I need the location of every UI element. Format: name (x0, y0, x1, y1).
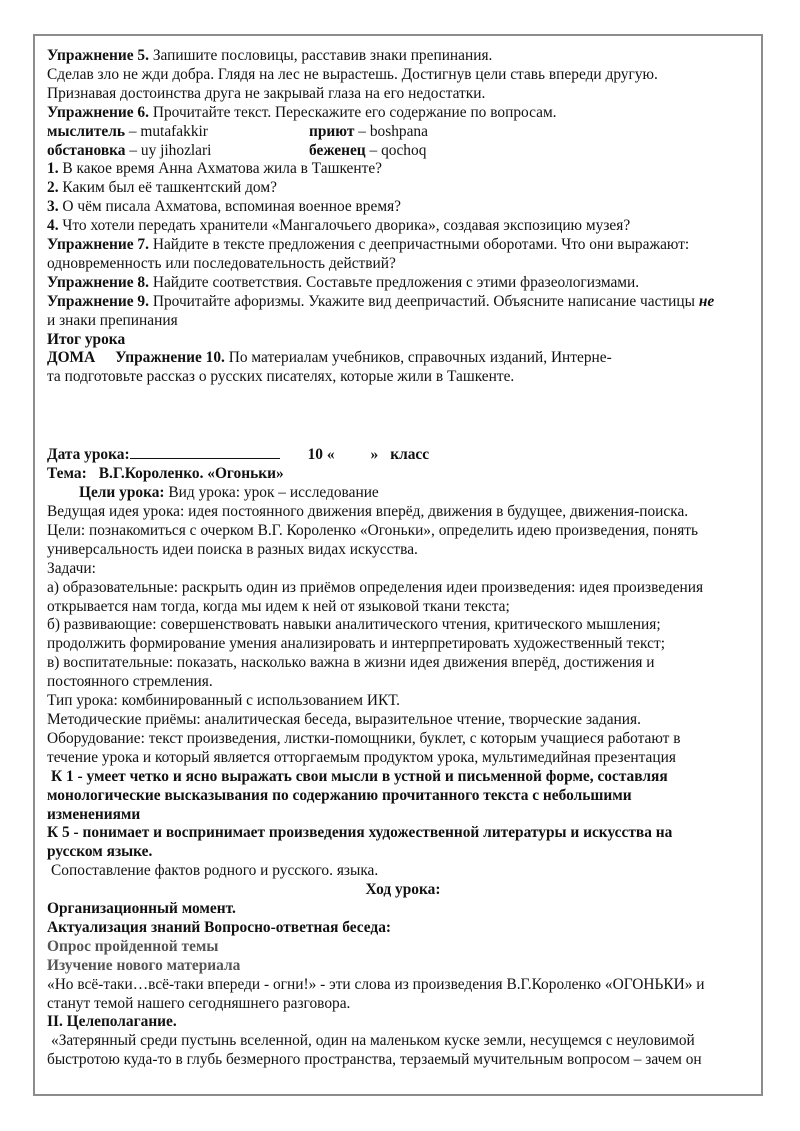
exercise-9-text: Прочитайте афоризмы. Укажите вид деепричастий. Объясните написание частицы (148, 292, 699, 310)
org-moment-heading: Организационный момент. (47, 900, 236, 918)
question-item (47, 160, 759, 179)
vocab-word: обстановка (47, 141, 126, 159)
survey-heading: Опрос пройденной темы (47, 937, 219, 955)
new-material-heading: Изучение нового материала (47, 956, 241, 974)
exercise-5-text: Запишите пословицы, расставив знаки препинания. (148, 47, 493, 64)
vocab-row-1 (47, 123, 759, 142)
exercise-8-text: Найдите соответствия. Составьте предложения с этими фразеологизмами. (148, 273, 640, 291)
topic-label: Тема: (47, 465, 87, 483)
tasks-label: Задачи: (47, 559, 96, 577)
question-number: 4. (47, 217, 59, 235)
task-c-1: в) воспитательные: показать, насколько важна в жизни идея движения вперёд, достижения и (47, 654, 655, 672)
lesson-summary-heading: Итог урока (47, 330, 126, 348)
lesson-date-row (47, 445, 759, 465)
grade-close: » (370, 446, 379, 464)
equipment-line-2: течение урока и который является отторгаемым продуктом урока, мультимедийная презентация (47, 748, 676, 766)
exercise-10-text: По материалам учебников, справочных изданий, Интерне- (224, 349, 612, 367)
question-text: Что хотели передать хранители «Мангалочьего дворика», создавая экспозицию музея? (58, 217, 631, 235)
competency-k5-1: К 5 - понимает и воспринимает произведения художественной литературы и искусства на (47, 824, 673, 842)
exercise-6-text: Прочитайте текст. Перескажите его содержание по вопросам. (148, 103, 557, 121)
exercise-9-title: Упражнение 9. (47, 292, 149, 310)
exercise-8-heading (47, 274, 759, 293)
methods-line: Методические приёмы: аналитическая беседа, выразительное чтение, творческие задания. (47, 710, 641, 728)
vocab-word: приют (309, 122, 355, 140)
homework-label: ДОМА (47, 349, 96, 367)
vocab-item (47, 123, 208, 140)
exercise-7-line-2: одновременность или последовательность действий? (47, 254, 396, 272)
vocab-translation: – mutafakkir (125, 122, 208, 140)
lesson-type-line: Тип урока: комбинированный с использованием ИКТ. (47, 692, 400, 710)
competency-k1-2: монологические высказывания по содержанию прочитанного текста с небольшими (47, 786, 632, 804)
quote-line-2: станут темой нашего сегодняшнего разговора. (47, 994, 351, 1012)
topic-title: В.Г.Короленко. «Огоньки» (98, 465, 284, 483)
final-text-1: «Затерянный среди пустынь вселенной, один на маленьком куске земли, несущемся с неуловимой (51, 1032, 695, 1050)
task-b-2: продолжить формирование умения анализировать и интерпретировать художественный текст; (47, 635, 665, 653)
question-item (47, 198, 759, 217)
question-text: Каким был её ташкентский дом? (58, 179, 277, 197)
exercise-10-title: Упражнение 10. (115, 349, 225, 367)
exercise-7-heading (47, 236, 759, 255)
lesson-goals-row (47, 484, 759, 503)
vocab-translation: – boshpana (354, 122, 428, 140)
lesson-type: Вид урока: урок – исследование (164, 484, 379, 502)
exercise-7-text: Найдите в тексте предложения с деепричастными оборотами. Что они выражают: (148, 236, 690, 254)
proverbs-line-2: Признавая достоинства друга не закрывай глаза на его недостатки. (47, 84, 486, 102)
question-number: 3. (47, 198, 59, 216)
task-c-2: постоянного стремления. (47, 673, 213, 691)
date-field[interactable] (130, 445, 280, 459)
exercise-5-title: Упражнение 5. (47, 47, 149, 64)
vocab-row-2 (47, 142, 759, 161)
comparison-line: Сопоставление фактов родного и русского. языка. (51, 862, 379, 880)
equipment-line-1: Оборудование: текст произведения, листки-помощники, буклет, с которым учащиеся работают в (47, 729, 681, 747)
lesson-aims-2: универсальность идеи поиска в разных видах искусства. (47, 540, 418, 558)
particle-ne: не (698, 292, 715, 310)
grade-number: 10 « (307, 446, 335, 464)
question-item (47, 217, 759, 236)
competency-k1-1: К 1 - умеет четко и ясно выражать свои мысли в устной и письменной форме, составляя (51, 767, 668, 785)
question-item (47, 179, 759, 198)
question-text: В какое время Анна Ахматова жила в Ташкенте? (58, 160, 382, 178)
competency-k5-2: русском языке. (47, 843, 153, 861)
quote-line-1: «Но всё-таки…всё-таки впереди - огни!» - эти слова из произведения В.Г.Короленко «ОГОНЬКИ» и (47, 975, 705, 993)
lesson-idea: Ведущая идея урока: идея постоянного движения вперёд, движения в будущее, движения-поиска. (47, 503, 689, 520)
task-b-1: б) развивающие: совершенствовать навыки аналитического чтения, критического мышления; (47, 616, 661, 634)
exercise-5-heading (47, 47, 759, 66)
goal-setting-heading: II. Целеполагание. (47, 1013, 177, 1031)
vocab-item (309, 142, 426, 161)
vocab-word: беженец (309, 141, 366, 159)
actualization-heading: Актуализация знаний Вопросно-ответная беседа: (47, 918, 392, 936)
vocab-translation: – uy jihozlari (125, 141, 212, 159)
question-text: О чём писала Ахматова, вспоминая военное время? (58, 198, 401, 216)
lesson-topic-row (47, 465, 759, 484)
exercise-9-line-2: и знаки препинания (47, 311, 178, 329)
lesson-aims-1: Цели: познакомиться с очерком В.Г. Короленко «Огоньки», определить идею произведения, понять (47, 521, 699, 539)
homework-line-2: та подготовьте рассказ о русских писателях, которые жили в Ташкенте. (47, 368, 515, 386)
exercise-9-heading (47, 293, 759, 312)
exercise-7-title: Упражнение 7. (47, 236, 149, 254)
task-a-1: а) образовательные: раскрыть один из приёмов определения идеи произведения: идея произведения (47, 578, 704, 596)
question-number: 1. (47, 160, 59, 178)
exercise-6-title: Упражнение 6. (47, 103, 149, 121)
task-a-2: открывается нам тогда, когда мы идем к ней от языковой ткани текста; (47, 597, 510, 615)
lesson-course-heading: Ход урока: (365, 881, 441, 899)
exercise-6-heading (47, 104, 759, 123)
question-number: 2. (47, 179, 59, 197)
homework-heading (47, 349, 759, 368)
document-body (47, 47, 759, 1070)
proverbs-line-1: Сделав зло не жди добра. Глядя на лес не вырастешь. Достигнув цели ставь впереди другую. (47, 65, 658, 83)
competency-k1-3: изменениями (47, 805, 141, 823)
exercise-8-title: Упражнение 8. (47, 273, 149, 291)
grade-label: класс (390, 446, 430, 464)
vocab-item (309, 123, 428, 142)
vocab-translation: – qochoq (365, 141, 427, 159)
date-label: Дата урока: (47, 446, 130, 464)
vocab-item (47, 142, 211, 159)
goals-label: Цели урока: (79, 484, 165, 502)
final-text-2: быстротою куда-то в глубь безмерного пространства, терзаемый мучительным вопросом – зачем он (47, 1051, 702, 1069)
vocab-word: мыслитель (47, 122, 125, 140)
